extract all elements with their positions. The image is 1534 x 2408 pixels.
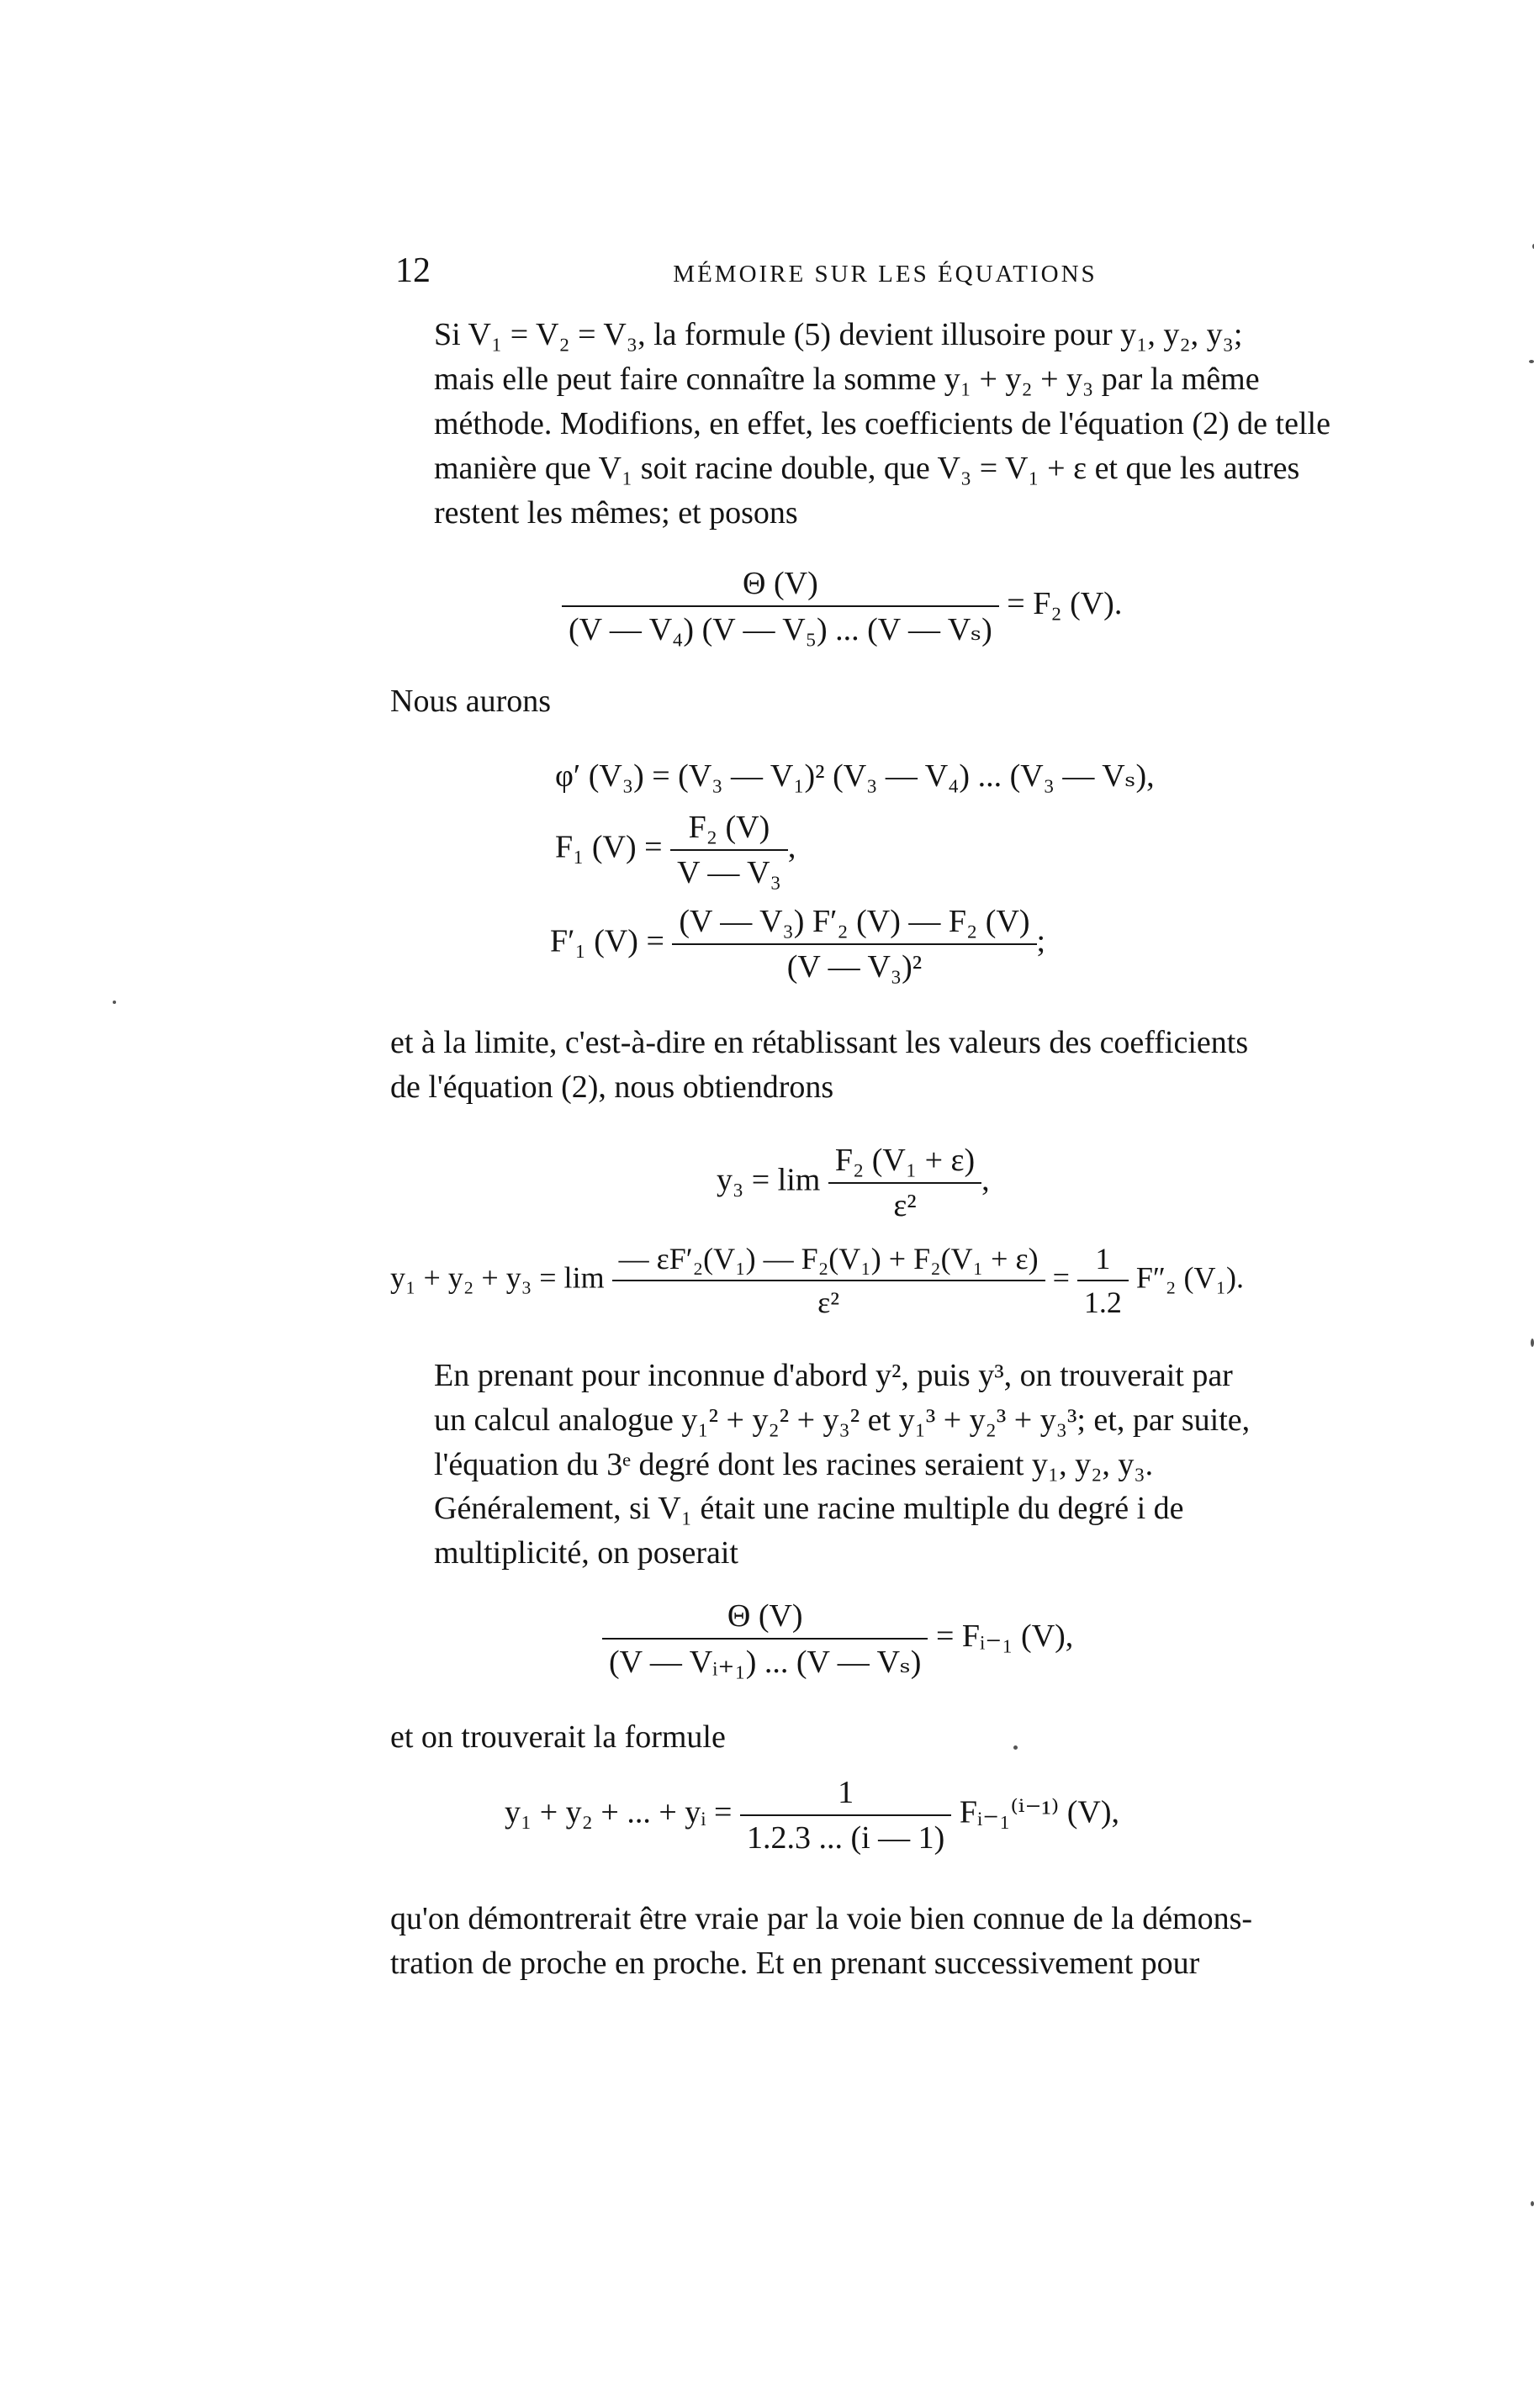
equation-tail: , [787,829,796,865]
paragraph-line: qu'on démontrerait être vraie par la voie bien connue de la démons- [390,1901,1253,1936]
scan-speck [1531,2201,1534,2206]
paragraph-2 [390,1021,1376,1110]
paragraph-5 [390,1715,1376,1760]
fraction-denominator: (V — V₃)² [672,943,1036,985]
paragraph-line: un calcul analogue y₁² + y₂² + y₃² et y₁³ + y₂³ + y₃³; et, par suite, [434,1402,1251,1438]
paragraph-3 [390,1354,1376,1487]
equation-4 [602,1597,1073,1681]
fraction [612,1241,1045,1320]
paragraph-1 [390,313,1376,536]
fraction-denominator: ε² [612,1280,1045,1320]
fraction-numerator: 1 [838,1775,854,1810]
equation-line [555,809,796,891]
equation-lhs: F′₁ (V) = [550,923,664,959]
fraction-numerator: Θ (V) [743,566,818,601]
paragraph-line: manière que V₁ soit racine double, que V₃ = V₁ + ε et que les autres [434,451,1300,486]
scan-speck [113,1001,116,1004]
equation-lhs: y₃ = lim [717,1162,821,1198]
equation-rhs: = Fᵢ₋₁ (V), [935,1619,1074,1655]
equation-tail: ; [1036,923,1046,959]
equation-1 [562,565,1122,648]
paragraph-4 [390,1487,1376,1576]
paragraph-line: restent les mêmes; et posons [434,495,798,531]
fraction [602,1597,928,1681]
fraction-numerator: Θ (V) [727,1598,803,1634]
equation-lhs: y₁ + y₂ + y₃ = lim [390,1260,605,1295]
fraction [740,1774,951,1856]
equation-rhs: = F₂ (V). [1007,586,1123,622]
fraction-denominator: ε² [828,1182,981,1224]
fraction-denominator: V — V₃ [670,849,788,891]
equation-3 [390,1241,1244,1320]
fraction [670,809,788,891]
paragraph-line: mais elle peut faire connaître la somme y₁ + y₂ + y₃ par la même [434,362,1260,397]
scan-speck [1529,360,1534,363]
paragraph-line: et on trouverait la formule [390,1719,726,1755]
paragraph-line: tration de proche en proche. Et en prenant successivement pour [390,1946,1200,1981]
page-number: 12 [395,251,431,290]
equals-sign: = [1052,1260,1070,1295]
fraction-numerator: F₂ (V) [688,810,770,845]
equation-2 [717,1142,990,1224]
equation-tail: Fᵢ₋₁⁽ⁱ⁻¹⁾ (V), [959,1794,1119,1830]
paragraph-line: l'équation du 3ᵉ degré dont les racines seraient y₁, y₂, y₃. [434,1447,1154,1482]
equation-line [550,903,1045,985]
fraction [1077,1241,1129,1320]
equation-tail: F″₂ (V₁). [1135,1260,1244,1295]
fraction-numerator: (V — V₃) F′₂ (V) — F₂ (V) [679,904,1030,939]
fraction-denominator: (V — Vᵢ₊₁) ... (V — Vₛ) [602,1638,928,1681]
scan-speck [1531,1339,1534,1347]
fraction-numerator: — εF′₂(V₁) — F₂(V₁) + F₂(V₁ + ε) [618,1242,1039,1275]
fraction [562,565,999,648]
paragraph-6 [390,1897,1376,1986]
running-head: MÉMOIRE SUR LES ÉQUATIONS [673,261,1098,288]
fraction-numerator: 1 [1095,1242,1111,1275]
paragraph-line: multiplicité, on poserait [434,1535,738,1571]
fraction-numerator: F₂ (V₁ + ε) [834,1143,976,1178]
fraction [672,903,1036,985]
equation-lhs: y₁ + y₂ + ... + yᵢ = [505,1794,733,1830]
page-header [395,251,1375,301]
paragraph-line: En prenant pour inconnue d'abord y², puis y³, on trouverait par [434,1358,1233,1393]
fraction [828,1142,981,1224]
fraction-denominator: 1.2.3 ... (i — 1) [740,1814,951,1856]
fraction-denominator: (V — V₄) (V — V₅) ... (V — Vₛ) [562,605,999,648]
paragraph-line: de l'équation (2), nous obtiendrons [390,1069,834,1105]
equation-lhs: F₁ (V) = [555,829,663,865]
equation-5 [505,1774,1119,1856]
scan-speck [1013,1745,1018,1750]
paragraph-line: méthode. Modifions, en effet, les coefficients de l'équation (2) de telle [434,406,1330,441]
paragraph-line: Si V₁ = V₂ = V₃, la formule (5) devient illusoire pour y₁, y₂, y₃; [434,317,1243,352]
equation-line: φ′ (V₃) = (V₃ — V₁)² (V₃ — V₄) ... (V₃ — Vₛ), [555,758,1155,794]
nous-aurons [390,679,1376,724]
paragraph-line: Généralement, si V₁ était une racine multiple du degré i de [434,1491,1184,1526]
fraction-denominator: 1.2 [1077,1280,1129,1320]
equation-tail: , [981,1162,990,1198]
paragraph-line: et à la limite, c'est-à-dire en rétablissant les valeurs des coefficients [390,1025,1249,1060]
paragraph-line: Nous aurons [390,684,552,719]
